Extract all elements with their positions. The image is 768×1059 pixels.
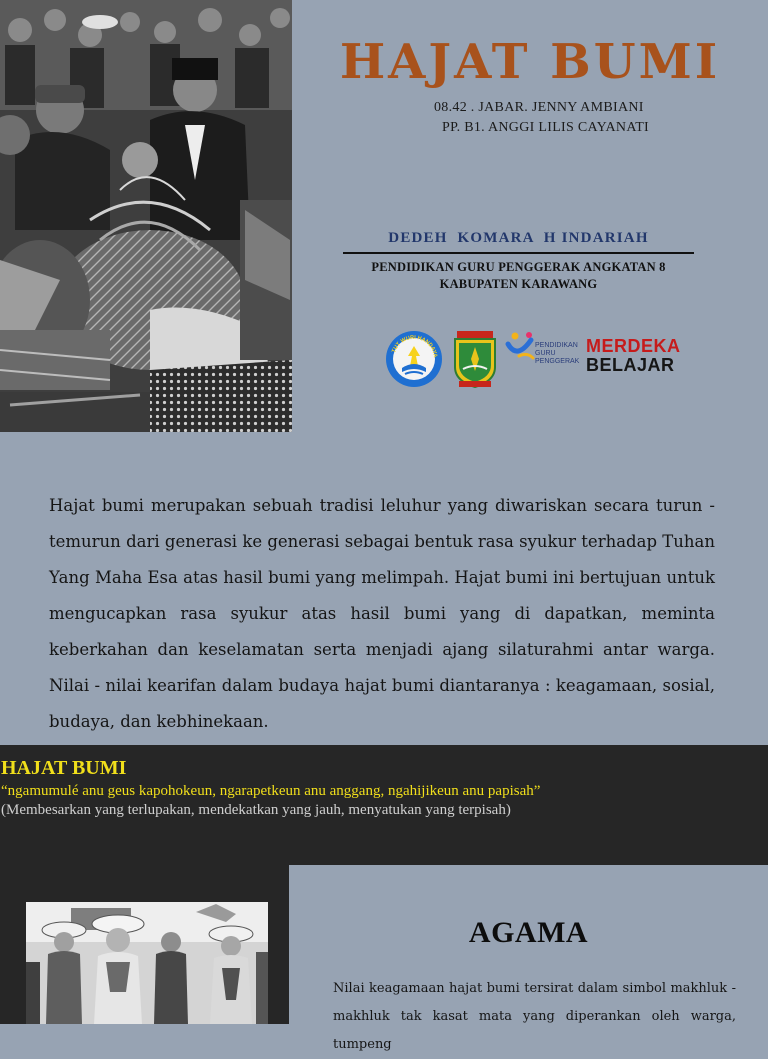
belajar-logo-line: BELAJAR	[586, 355, 675, 375]
section-heading: AGAMA	[468, 916, 589, 949]
quote-band	[0, 745, 768, 865]
kemendikbud-logo	[385, 330, 443, 392]
author-line: PP. B1. ANGGI LILIS CAYANATI	[442, 120, 650, 135]
pgp-logo-line: PENGGERAK	[535, 358, 580, 365]
merdeka-logo-line: MERDEKA	[586, 336, 681, 356]
procession-photo	[26, 902, 268, 1024]
band-title: HAJAT BUMI	[1, 757, 127, 779]
pgp-logo-line: PENDIDIKAN	[535, 342, 578, 349]
ceremony-photo	[0, 0, 292, 432]
facilitator-name: DEDEH KOMARA H INDARIAH	[388, 230, 649, 246]
quote-translation: (Membesarkan yang terlupakan, mendekatkan yang jauh, menyatukan yang terpisah)	[1, 802, 511, 818]
cover-section	[0, 0, 768, 432]
program-line: KABUPATEN KARAWANG	[439, 277, 598, 291]
section-paragraph: Nilai keagamaan hajat bumi tersirat dalam simbol makhluk - makhluk tak kasat mata yang diperankan oleh warga, tumpeng	[333, 981, 736, 1052]
divider	[343, 252, 694, 254]
author-line: 08.42 . JABAR. JENNY AMBIANI	[434, 100, 644, 115]
program-line: PENDIDIKAN GURU PENGGERAK ANGKATAN 8	[371, 260, 666, 274]
guru-penggerak-logo	[505, 330, 583, 386]
intro-paragraph: Hajat bumi merupakan sebuah tradisi leluhur yang diwariskan secara turun - temurun dari generasi ke generasi sebagai bentuk rasa syukur terhadap Tuhan Yang Maha Esa atas hasil bumi yang melimpah. Hajat bumi ini bertujuan untuk mengucapkan rasa syukur atas hasil bumi yang di dapatkan, meminta keberkahan dan keselamatan serta menjadi ajang silaturahmi antar warga. Nilai - nilai kearifan dalam budaya hajat bumi diantaranya : keagamaan, sosial, budaya, dan kebhinekaan.	[49, 496, 715, 731]
page-title: HAJAT BUMI	[339, 34, 721, 90]
karawang-regency-logo	[453, 329, 497, 393]
kemendikbud-logo-motto: TUT WURI HANDAYA	[391, 334, 439, 359]
merdeka-belajar-logo	[586, 337, 681, 375]
pgp-logo-line: GURU	[535, 350, 556, 357]
sundanese-quote: “ngamumulé anu geus kapohokeun, ngarapetkeun anu anggang, ngahijikeun anu papisah”	[1, 783, 541, 799]
